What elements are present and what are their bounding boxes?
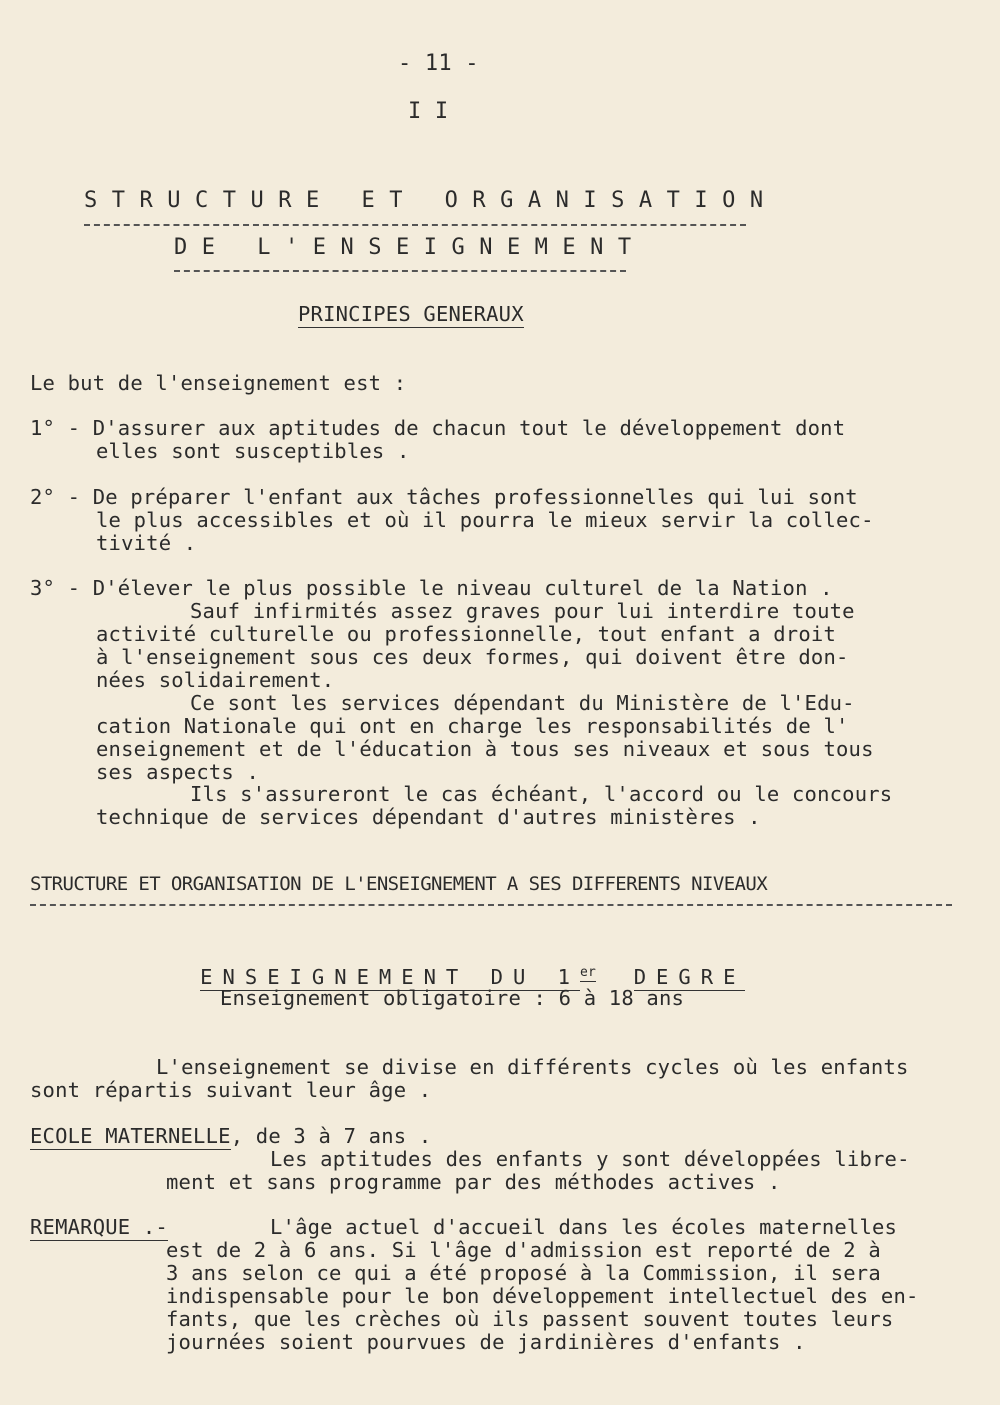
section-heading: STRUCTURE ET ORGANISATION DE L'ENSEIGNEMENT A SES DIFFERENTS NIVEAUX <box>30 873 768 895</box>
degree-subtitle: Enseignement obligatoire : 6 à 18 ans <box>220 986 685 1010</box>
item2-line: tivité . <box>96 531 197 555</box>
title-rule-2 <box>174 270 626 272</box>
item3-line: cation Nationale qui ont en charge les responsabilités de l' <box>96 714 849 738</box>
item1-line: 1° - D'assurer aux aptitudes de chacun tout le développement dont <box>30 416 846 440</box>
maternelle-heading <box>30 1124 431 1148</box>
remarque-line: L'âge actuel d'accueil dans les écoles maternelles <box>270 1215 898 1239</box>
maternelle-age: , de 3 à 7 ans . <box>230 1124 432 1148</box>
remarque-label: REMARQUE .- <box>30 1215 168 1239</box>
item3-line: activité culturelle ou professionnelle, tout enfant a droit <box>96 622 836 646</box>
maternelle-label: ECOLE MATERNELLE <box>30 1124 231 1148</box>
item2-line: 2° - De préparer l'enfant aux tâches professionnelles qui lui sont <box>30 485 858 509</box>
cycles-line: L'enseignement se divise en différents cycles où les enfants <box>156 1055 909 1079</box>
degree-heading-post: DEGRE <box>633 965 746 989</box>
item3-line: Ce sont les services dépendant du Ministère de l'Edu- <box>190 691 855 715</box>
remarque-line: fants, que les crèches où ils passent souvent toutes leurs <box>166 1307 894 1331</box>
item3-line: nées solidairement. <box>96 668 335 692</box>
item2-line: le plus accessibles et où il pourra le mieux servir la collec- <box>96 508 874 532</box>
remarque-line: 3 ans selon ce qui a été proposé à la Commission, il sera <box>166 1261 881 1285</box>
item3-line: à l'enseignement sous ces deux formes, qui doivent être don- <box>96 645 849 669</box>
maternelle-line: Les aptitudes des enfants y sont développées libre- <box>270 1147 910 1171</box>
item3-line: ses aspects . <box>96 760 260 784</box>
cycles-line: sont répartis suivant leur âge . <box>30 1078 432 1102</box>
title-line-2: DE L'ENSEIGNEMENT <box>174 235 646 260</box>
section-rule <box>30 904 952 906</box>
maternelle-line: ment et sans programme par des méthodes actives . <box>166 1170 781 1194</box>
item3-line: Ils s'assureront le cas échéant, l'accord ou le concours <box>190 782 893 806</box>
remarque-line: indispensable pour le bon développement intellectuel des en- <box>166 1284 919 1308</box>
item1-line: elles sont susceptibles . <box>96 439 410 463</box>
degree-heading-sup: er <box>580 965 597 981</box>
page-number: - 11 - <box>398 51 479 76</box>
item3-line: Sauf infirmités assez graves pour lui interdire toute <box>190 599 855 623</box>
item3-line: 3° - D'élever le plus possible le niveau culturel de la Nation . <box>30 576 833 600</box>
item3-line: technique de services dépendant d'autres ministères . <box>96 805 761 829</box>
item3-line: enseignement et de l'éducation à tous ses niveaux et sous tous <box>96 737 874 761</box>
title-rule-1 <box>84 224 746 226</box>
part-number: I I <box>408 99 449 124</box>
remarque-line: est de 2 à 6 ans. Si l'âge d'admission est reporté de 2 à <box>166 1238 881 1262</box>
intro-text: Le but de l'enseignement est : <box>30 371 407 395</box>
degree-heading-pre: ENSEIGNEMENT DU 1 <box>200 965 580 989</box>
title-line-1: STRUCTURE ET ORGANISATION <box>84 188 778 213</box>
subtitle: PRINCIPES GENERAUX <box>298 302 524 326</box>
remarque-line: journées soient pourvues de jardinières d'enfants . <box>166 1330 806 1354</box>
